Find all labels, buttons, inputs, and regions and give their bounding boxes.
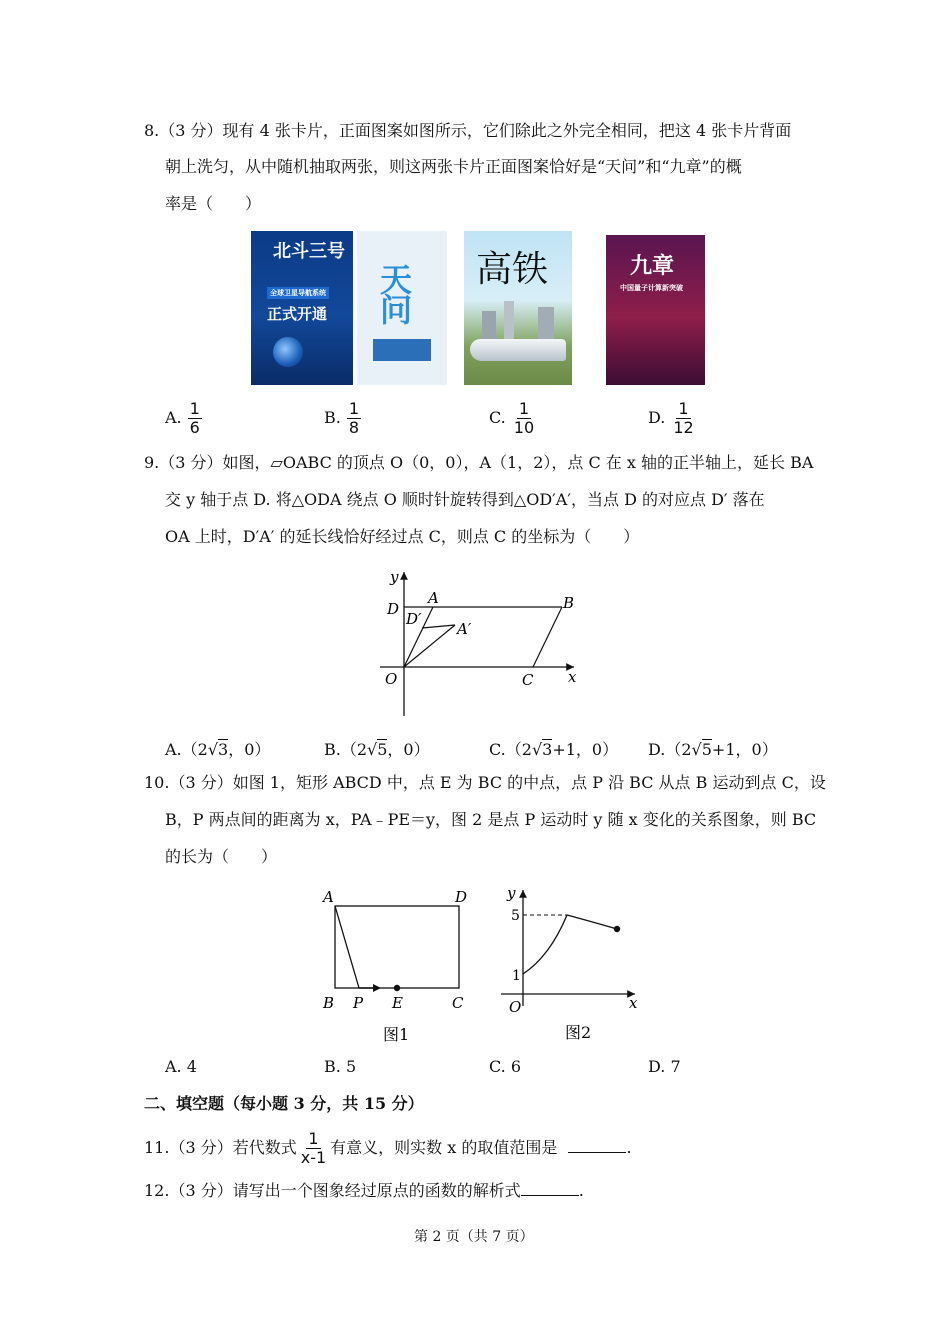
label-O: O	[509, 998, 522, 1016]
q8-line1: 8.（3 分）现有 4 张卡片，正面图案如图所示，它们除此之外完全相同，把这 4 张卡片背面	[144, 121, 792, 140]
sqrt-symbol: √	[207, 740, 219, 759]
q9-line2: 交 y 轴于点 D. 将△ODA 绕点 O 顺时针旋转得到△OD′A′，当点 D 的对应点 D′ 落在	[165, 490, 765, 509]
q8-option-d[interactable]: D. $\frac{1}{12}$	[648, 399, 694, 437]
card-tianwen-banner	[373, 339, 431, 361]
caption-fig1: 图1	[383, 1025, 410, 1044]
label-y: y	[390, 568, 399, 586]
train-shape	[470, 339, 566, 361]
q9-option-d[interactable]: D.（2√5+1，0）	[648, 740, 778, 759]
q9-line1: 9.（3 分）如图，▱OABC 的顶点 O（0，0），A（1，2），点 C 在 x 轴的正半轴上，延长 BA	[144, 453, 814, 472]
q11-answer-blank[interactable]	[568, 1138, 626, 1153]
q10-line3: 的长为（ ）	[165, 847, 278, 866]
card-tianwen-title: 天问	[375, 263, 413, 323]
segment-oa1	[404, 625, 455, 667]
segment-bc	[533, 607, 562, 667]
label-O: O	[385, 670, 398, 688]
card-beidou-sub: 全球卫星导航系统	[267, 287, 329, 299]
label-D1: D′	[406, 610, 422, 628]
point-e	[394, 985, 400, 991]
label-P: P	[353, 994, 364, 1012]
q8-option-b[interactable]: B. $\frac{1}{8}$	[324, 399, 360, 437]
sqrt-symbol: √	[531, 740, 543, 759]
label-A: A	[428, 589, 439, 607]
q10-line2: B，P 两点间的距离为 x，PA﹣PE＝y，图 2 是点 P 运动时 y 随 x 变化的关系图象，则 BC	[165, 810, 817, 829]
q11-post: 有意义，则实数 x 的取值范围是	[330, 1138, 558, 1157]
card-gaotie	[464, 231, 572, 385]
caption-fig2: 图2	[565, 1023, 592, 1042]
fraction: $\frac{1}{x-1}$	[300, 1129, 327, 1167]
building-shape	[504, 301, 514, 339]
q10-line1: 10.（3 分）如图 1，矩形 ABCD 中，点 E 为 BC 的中点，点 P 沿 BC 从点 B 运动到点 C，设	[144, 773, 826, 792]
page-footer: 第 2 页（共 7 页）	[414, 1229, 534, 1245]
label-E: E	[392, 994, 403, 1012]
segment-ap	[335, 906, 359, 988]
q8-option-c[interactable]: C. $\frac{1}{10}$	[489, 399, 535, 437]
label-C: C	[452, 994, 464, 1012]
q11-pre: 11.（3 分）若代数式	[144, 1138, 297, 1157]
q10-figure1	[315, 880, 475, 1046]
q10-figure2	[495, 878, 645, 1046]
segment-d1a1	[422, 625, 455, 628]
q8-option-a[interactable]: A. $\frac{1}{6}$	[165, 399, 200, 437]
label-x: x	[568, 668, 577, 686]
q12-text: 12.（3 分）请写出一个图象经过原点的函数的解析式	[144, 1181, 521, 1200]
label-y: y	[507, 884, 516, 902]
q9-line3: OA 上时，D′A′ 的延长线恰好经过点 C，则点 C 的坐标为（ ）	[165, 527, 640, 546]
fraction: $\frac{1}{8}$	[348, 399, 360, 437]
curve-fall	[567, 915, 617, 929]
sqrt-symbol: √	[367, 740, 378, 759]
q11: 11.（3 分）若代数式 $\frac{1}{x-1}$ 有意义，则实数 x 的取值范围是 .	[144, 1129, 632, 1167]
end-point	[614, 926, 620, 932]
label-x: x	[629, 994, 638, 1012]
card-beidou-main: 正式开通	[267, 305, 328, 323]
tick-5: 5	[511, 908, 520, 924]
q9-figure	[370, 560, 590, 720]
q10-option-b[interactable]: B. 5	[324, 1057, 357, 1076]
card-beidou-title: 北斗三号	[273, 241, 345, 262]
label-D: D	[455, 888, 468, 906]
label-D: D	[387, 600, 400, 618]
q12: 12.（3 分）请写出一个图象经过原点的函数的解析式 .	[144, 1181, 584, 1200]
sqrt-symbol: √	[691, 740, 702, 759]
card-beidou	[251, 231, 353, 385]
card-jiuzhang-sub: 中国量子计算新突破	[620, 284, 683, 292]
fraction: $\frac{1}{10}$	[513, 399, 535, 437]
fraction: $\frac{1}{6}$	[189, 399, 200, 437]
card-tianwen	[357, 231, 447, 385]
fraction: $\frac{1}{12}$	[673, 399, 694, 437]
label-C: C	[522, 671, 534, 689]
q8-line2: 朝上洗匀，从中随机抽取两张，则这两张卡片正面图案恰好是“天问”和“九章”的概	[165, 157, 742, 176]
arrow-head	[373, 984, 381, 992]
building-shape	[538, 307, 554, 339]
tick-1: 1	[512, 968, 521, 984]
label-A1: A′	[457, 620, 472, 638]
q12-answer-blank[interactable]	[521, 1181, 579, 1196]
rectangle-abcd	[335, 906, 459, 988]
building-shape	[482, 311, 496, 339]
label-A: A	[323, 888, 334, 906]
label-B: B	[563, 594, 575, 612]
curve-rise	[523, 915, 567, 974]
q10-option-a[interactable]: A. 4	[165, 1057, 197, 1076]
q10-option-c[interactable]: C. 6	[489, 1057, 522, 1076]
q9-option-a[interactable]: A.（2√3，0）	[165, 740, 271, 759]
card-jiuzhang	[606, 235, 705, 385]
q8-line3: 率是（ ）	[165, 194, 262, 213]
card-jiuzhang-title: 九章	[630, 254, 675, 279]
card-gaotie-title: 高铁	[476, 249, 549, 290]
label-B: B	[323, 994, 335, 1012]
q10-option-d[interactable]: D. 7	[648, 1057, 681, 1076]
globe-icon	[273, 337, 303, 367]
q9-option-b[interactable]: B.（2√5，0）	[324, 740, 430, 759]
section-title: 二、填空题（每小题 3 分，共 15 分）	[144, 1094, 424, 1113]
q9-option-c[interactable]: C.（2√3+1，0）	[489, 740, 619, 759]
